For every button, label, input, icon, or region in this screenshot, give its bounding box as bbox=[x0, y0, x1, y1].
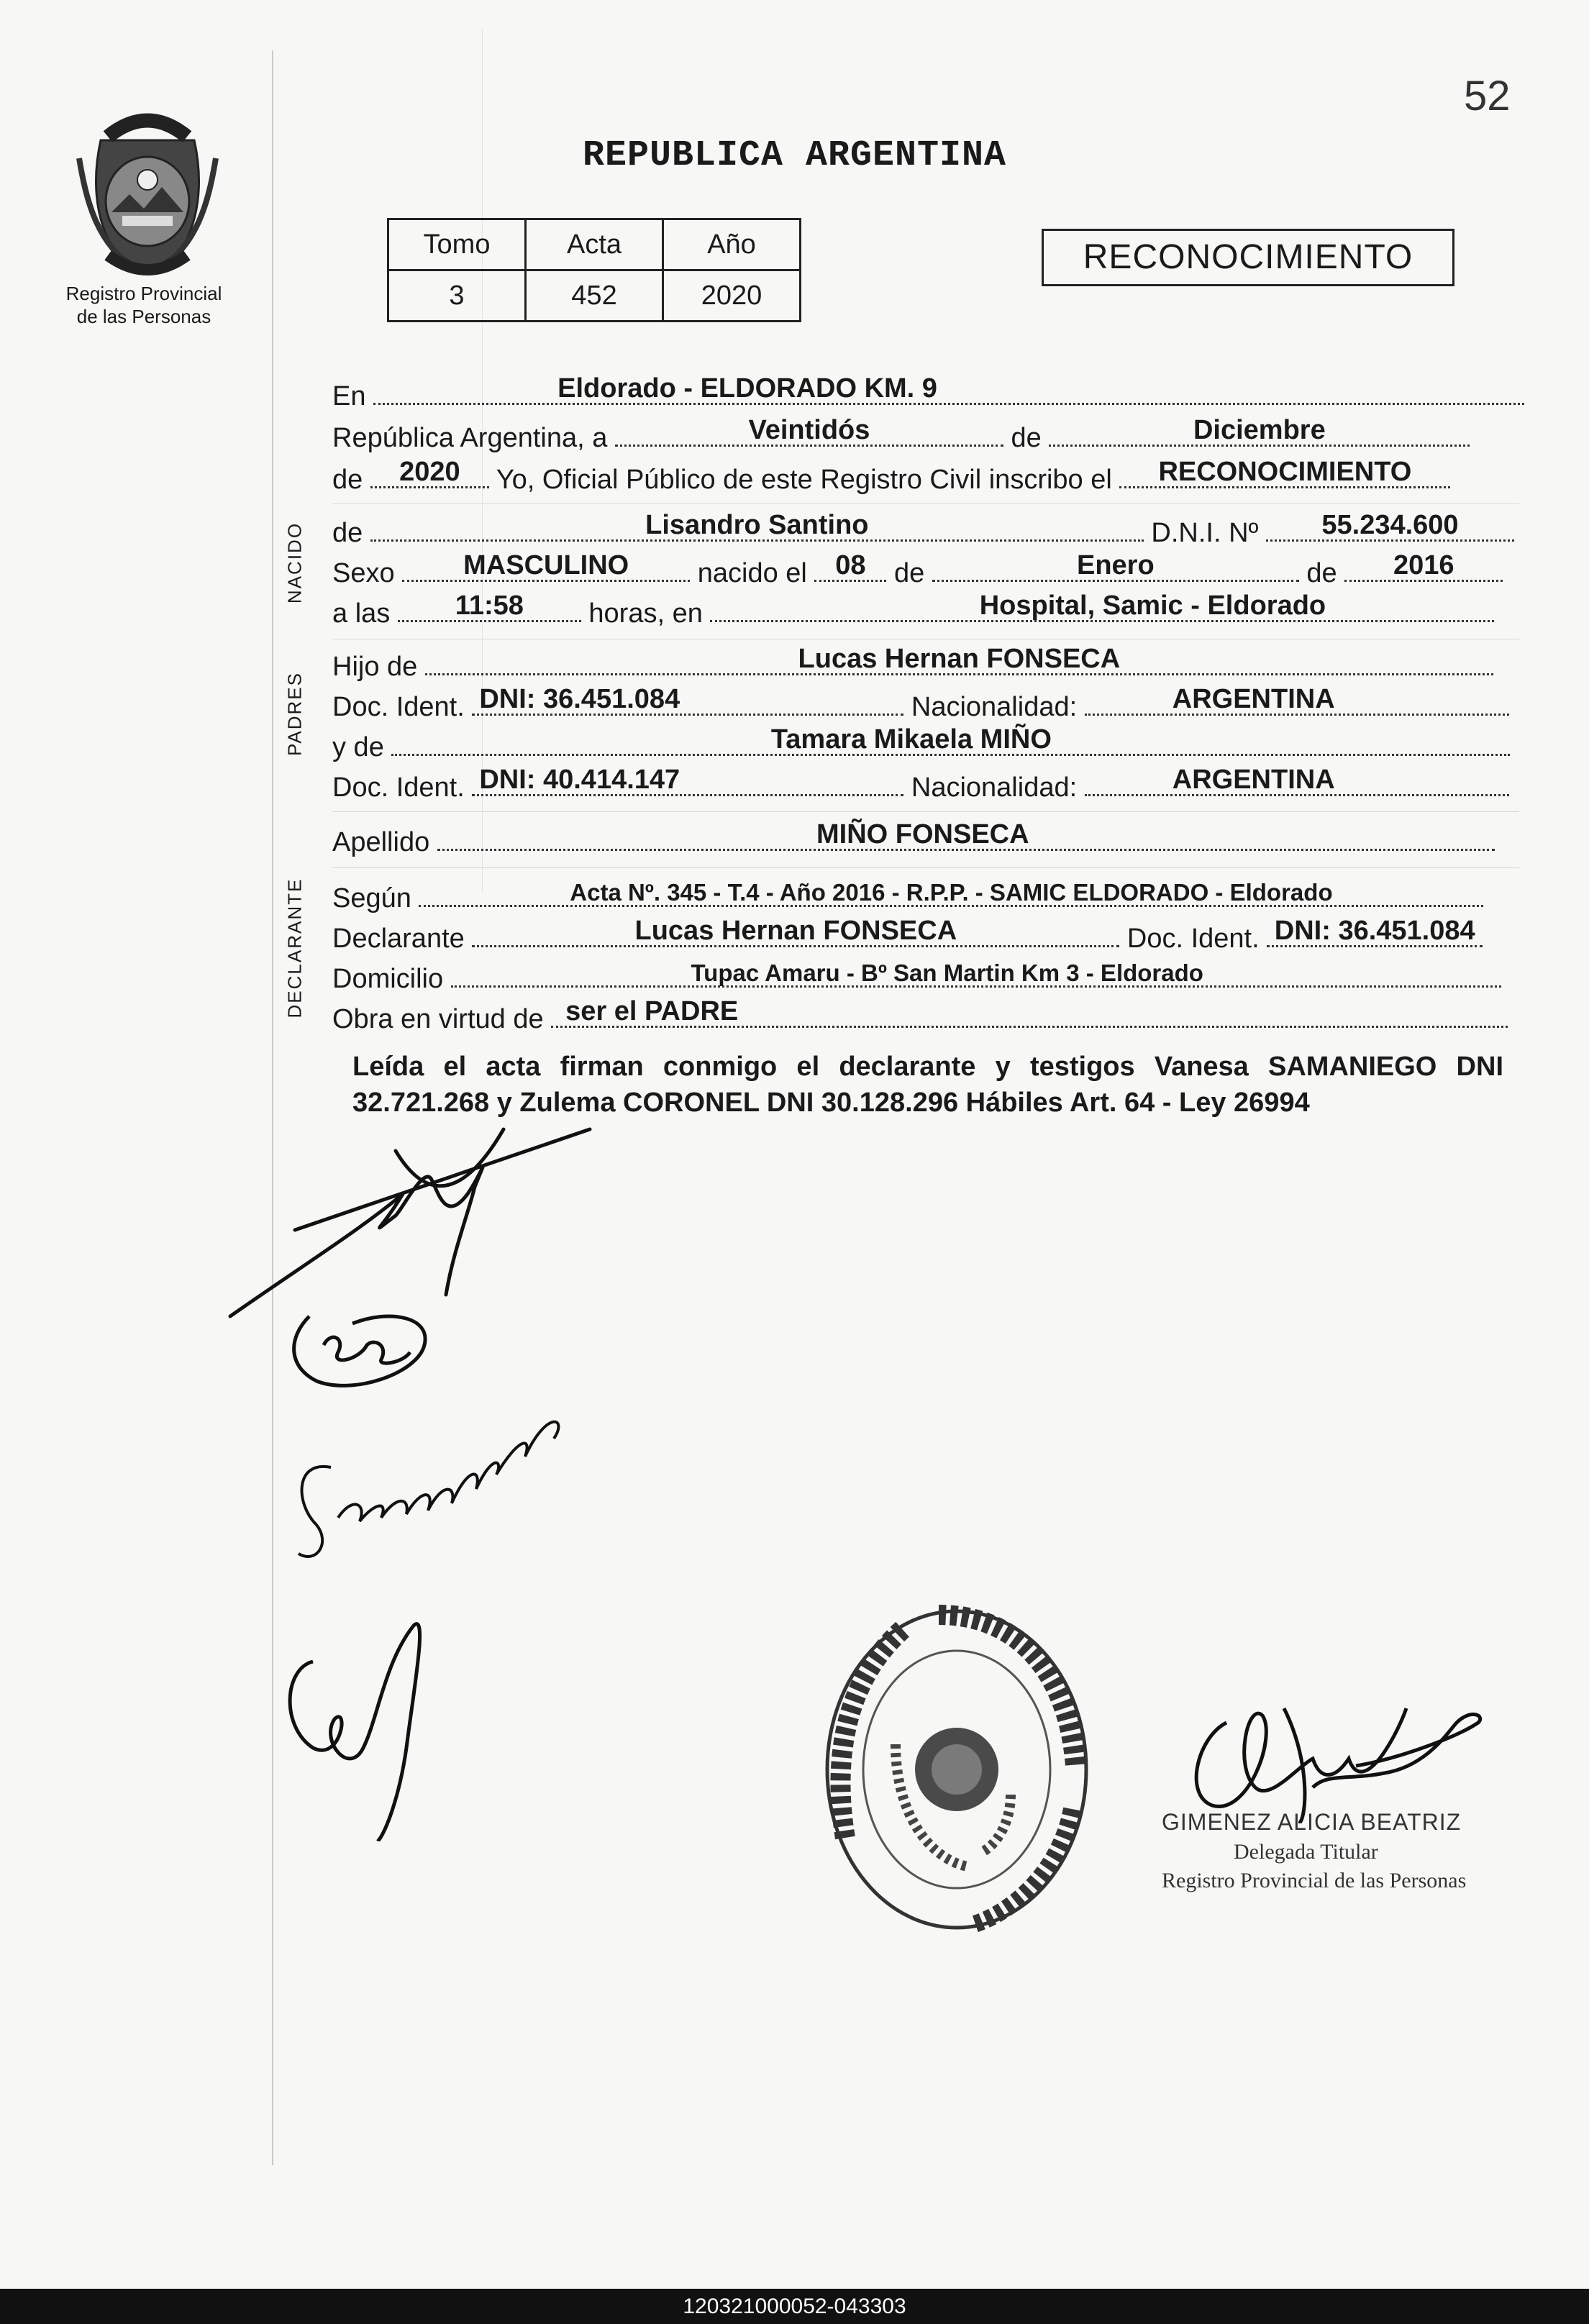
closing-statement: Leída el acta firman conmigo el declarante y testigos Vanesa SAMANIEGO DNI 32.721.268 y Zulema CORONEL DNI 30.128.296 Hábiles Art. 64 - Ley 26994 bbox=[352, 1052, 1503, 1118]
acta-header: Acta bbox=[526, 219, 663, 270]
father-doc-label: Doc. Ident. bbox=[332, 692, 465, 722]
date-de-label: de bbox=[1011, 423, 1042, 453]
sex-value: MASCULINO bbox=[463, 550, 629, 580]
reference-table bbox=[387, 218, 801, 322]
month-value: Diciembre bbox=[1193, 415, 1326, 445]
anio-header: Año bbox=[663, 219, 801, 270]
declarant-label: Declarante bbox=[332, 924, 465, 954]
father-nat-value: ARGENTINA bbox=[1172, 684, 1335, 714]
child-de-label: de bbox=[332, 518, 363, 548]
scan-footer-code: 120321000052-043303 bbox=[0, 2289, 1589, 2324]
signature-samaniego-icon bbox=[288, 1395, 597, 1568]
address-line bbox=[332, 960, 1519, 995]
birth-place-value: Hospital, Samic - Eldorado bbox=[979, 591, 1326, 621]
surname-line bbox=[332, 819, 1519, 858]
act-value: RECONOCIMIENTO bbox=[1158, 457, 1412, 487]
mother-line bbox=[332, 724, 1519, 763]
year-line bbox=[332, 457, 1519, 496]
acta-value: 452 bbox=[526, 270, 663, 322]
official-block bbox=[1162, 1809, 1521, 1893]
birth-de-label: de bbox=[894, 558, 925, 588]
child-dni-value: 55.234.600 bbox=[1321, 510, 1459, 540]
tomo-header: Tomo bbox=[388, 219, 526, 270]
registry-label bbox=[29, 282, 259, 328]
at-label: a las bbox=[332, 598, 391, 629]
official-name: GIMENEZ ALICIA BEATRIZ bbox=[1162, 1809, 1462, 1835]
place-value: Eldorado - ELDORADO KM. 9 bbox=[557, 373, 937, 404]
father-name-value: Lucas Hernan FONSECA bbox=[798, 644, 1121, 674]
mother-doc-line bbox=[332, 765, 1519, 803]
according-label: Según bbox=[332, 883, 411, 913]
declarant-section-label: DECLARANTE bbox=[283, 878, 306, 1019]
reason-line bbox=[332, 996, 1519, 1035]
mother-nat-label: Nacionalidad: bbox=[911, 773, 1078, 803]
mother-nat-value: ARGENTINA bbox=[1172, 765, 1335, 795]
mother-doc-value: DNI: 40.414.147 bbox=[479, 765, 680, 795]
son-of-label: Hijo de bbox=[332, 652, 418, 682]
surname-label: Apellido bbox=[332, 827, 430, 857]
page-number: 52 bbox=[1464, 73, 1511, 119]
and-of-label: y de bbox=[332, 732, 384, 762]
mother-name-value: Tamara Mikaela MIÑO bbox=[770, 724, 1052, 755]
signature-initials-icon bbox=[270, 1604, 471, 1841]
birth-month-value: Enero bbox=[1076, 550, 1155, 580]
country-title: REPUBLICA ARGENTINA bbox=[582, 135, 1007, 176]
child-name-value: Lisandro Santino bbox=[645, 510, 869, 540]
official-org: Registro Provincial de las Personas bbox=[1162, 1869, 1467, 1892]
birth-time-line bbox=[332, 591, 1519, 629]
father-nat-label: Nacionalidad: bbox=[911, 692, 1078, 722]
address-label: Domicilio bbox=[332, 964, 444, 994]
reference-value-row bbox=[388, 270, 801, 322]
father-doc-value: DNI: 36.451.084 bbox=[479, 684, 680, 714]
place-line bbox=[332, 373, 1519, 412]
signature-declarant-icon bbox=[216, 1108, 619, 1323]
year-value: 2020 bbox=[399, 457, 460, 487]
child-dni-label: D.N.I. Nº bbox=[1151, 518, 1259, 548]
misiones-coat-of-arms-icon bbox=[72, 108, 223, 281]
section-divider bbox=[332, 811, 1519, 812]
parents-section-label: PADRES bbox=[283, 672, 306, 756]
tomo-value: 3 bbox=[388, 270, 526, 322]
birth-de2-label: de bbox=[1306, 558, 1337, 588]
registry-label-line2: de las Personas bbox=[76, 306, 211, 327]
act-type-box: RECONOCIMIENTO bbox=[1042, 229, 1454, 286]
signature-witness-coronel-icon bbox=[281, 1295, 446, 1403]
according-line bbox=[332, 879, 1519, 914]
registrar-text: Yo, Oficial Público de este Registro Civil inscribo el bbox=[496, 465, 1112, 495]
birth-day-value: 08 bbox=[835, 550, 866, 580]
official-role: Delegada Titular bbox=[1234, 1840, 1378, 1864]
father-doc-line bbox=[332, 684, 1519, 723]
sex-birth-line bbox=[332, 550, 1519, 589]
official-seal-icon bbox=[816, 1600, 1097, 1938]
child-name-line bbox=[332, 510, 1519, 549]
address-value: Tupac Amaru - Bº San Martin Km 3 - Eldorado bbox=[691, 960, 1203, 986]
mother-doc-label: Doc. Ident. bbox=[332, 773, 465, 803]
declarant-doc-value: DNI: 36.451.084 bbox=[1274, 916, 1475, 946]
hours-in-label: horas, en bbox=[588, 598, 703, 629]
declarant-line bbox=[332, 916, 1519, 954]
year-de-label: de bbox=[332, 465, 363, 495]
signature-official-icon bbox=[1169, 1680, 1500, 1823]
place-label: En bbox=[332, 381, 366, 411]
birth-year-value: 2016 bbox=[1393, 550, 1454, 580]
section-divider bbox=[332, 867, 1519, 868]
surname-value: MIÑO FONSECA bbox=[816, 819, 1029, 849]
born-section-label: NACIDO bbox=[283, 521, 306, 604]
father-line bbox=[332, 644, 1519, 683]
day-words-value: Veintidós bbox=[748, 415, 870, 445]
date-intro-label: República Argentina, a bbox=[332, 423, 608, 453]
declarant-doc-label: Doc. Ident. bbox=[1126, 924, 1260, 954]
anio-value: 2020 bbox=[663, 270, 801, 322]
according-value: Acta Nº. 345 - T.4 - Año 2016 - R.P.P. - SAMIC ELDORADO - Eldorado bbox=[570, 879, 1333, 906]
birth-time-value: 11:58 bbox=[455, 591, 524, 621]
section-divider bbox=[332, 503, 1519, 504]
sex-label: Sexo bbox=[332, 558, 395, 588]
registry-label-line1: Registro Provincial bbox=[65, 283, 222, 304]
reference-header-row bbox=[388, 219, 801, 270]
born-on-label: nacido el bbox=[697, 558, 807, 588]
declarant-name-value: Lucas Hernan FONSECA bbox=[634, 916, 957, 946]
date-line bbox=[332, 415, 1519, 454]
reason-value: ser el PADRE bbox=[565, 996, 739, 1026]
reason-label: Obra en virtud de bbox=[332, 1004, 544, 1034]
